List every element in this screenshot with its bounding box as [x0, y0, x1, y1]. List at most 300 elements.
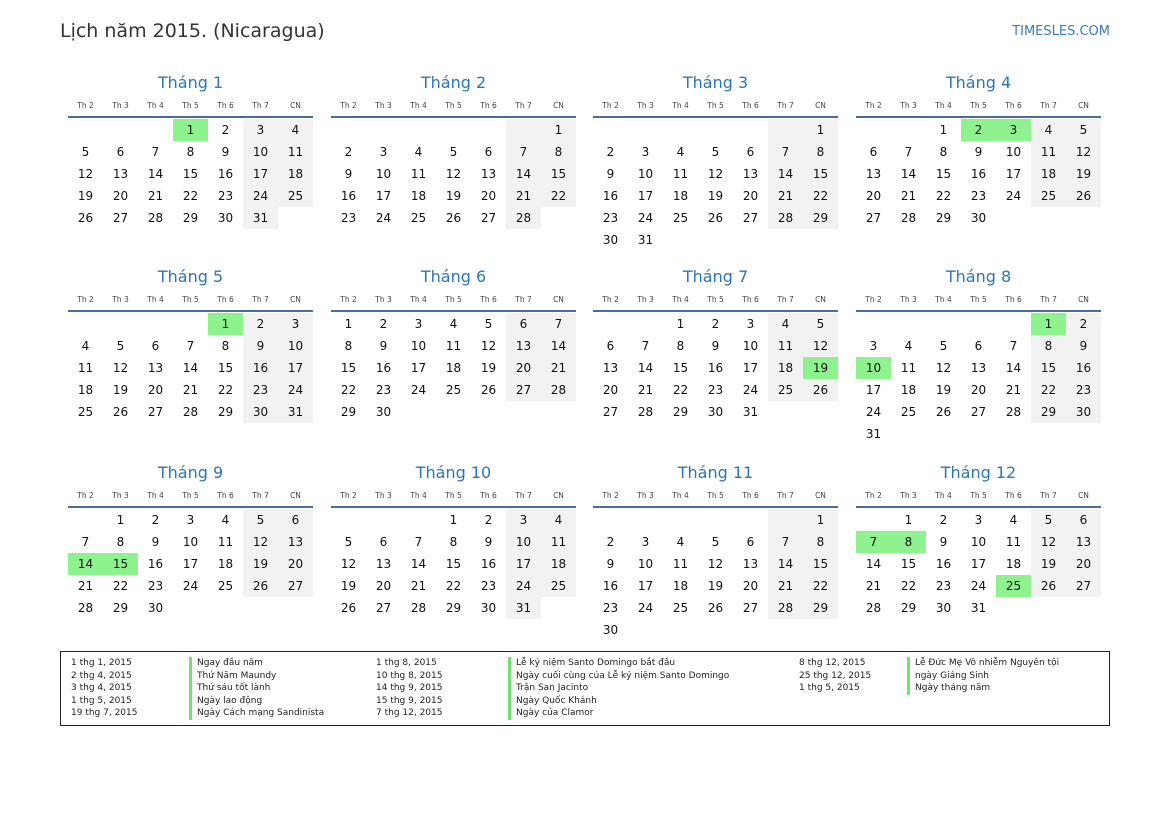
day-cell[interactable]: 8 [891, 531, 926, 553]
day-cell[interactable]: 29 [1031, 401, 1066, 423]
day-cell[interactable]: 19 [480, 361, 497, 375]
day-cell[interactable]: 17 [637, 189, 654, 203]
day-cell[interactable]: 14 [900, 167, 917, 181]
day-cell[interactable]: 6 [606, 339, 615, 353]
day-cell[interactable]: 12 [340, 557, 357, 571]
day-cell[interactable]: 14 [68, 553, 103, 575]
day-cell[interactable]: 29 [340, 405, 357, 419]
day-cell[interactable]: 21 [1005, 383, 1022, 397]
day-cell[interactable]: 8 [1031, 335, 1066, 357]
day-cell[interactable]: 28 [147, 211, 164, 225]
day-cell[interactable]: 20 [1066, 553, 1101, 575]
day-cell[interactable]: 15 [182, 167, 199, 181]
day-cell[interactable]: 16 [602, 189, 619, 203]
day-cell[interactable]: 23 [340, 211, 357, 225]
day-cell[interactable]: 12 [803, 335, 838, 357]
day-cell[interactable]: 11 [672, 167, 689, 181]
day-cell[interactable]: 17 [375, 189, 392, 203]
day-cell[interactable]: 22 [1031, 379, 1066, 401]
day-cell[interactable]: 13 [1066, 531, 1101, 553]
day-cell[interactable]: 11 [278, 141, 313, 163]
day-cell[interactable]: 7 [641, 339, 650, 353]
day-cell[interactable]: 3 [278, 313, 313, 335]
day-cell[interactable]: 15 [803, 163, 838, 185]
day-cell[interactable]: 5 [803, 313, 838, 335]
day-cell[interactable]: 2 [606, 535, 615, 549]
day-cell[interactable]: 25 [996, 575, 1031, 597]
day-cell[interactable]: 22 [672, 383, 689, 397]
day-cell[interactable]: 7 [856, 531, 891, 553]
day-cell[interactable]: 5 [939, 339, 948, 353]
day-cell[interactable]: 18 [410, 189, 427, 203]
day-cell[interactable]: 24 [278, 379, 313, 401]
day-cell[interactable]: 9 [606, 557, 615, 571]
day-cell[interactable]: 27 [1066, 575, 1101, 597]
day-cell[interactable]: 23 [147, 579, 164, 593]
day-cell[interactable]: 16 [602, 579, 619, 593]
day-cell[interactable]: 29 [935, 211, 952, 225]
day-cell[interactable]: 2 [243, 313, 278, 335]
day-cell[interactable]: 28 [865, 601, 882, 615]
day-cell[interactable]: 8 [116, 535, 125, 549]
day-cell[interactable]: 19 [112, 383, 129, 397]
day-cell[interactable]: 15 [935, 167, 952, 181]
day-cell[interactable]: 20 [147, 383, 164, 397]
day-cell[interactable]: 1 [803, 509, 838, 531]
day-cell[interactable]: 4 [414, 145, 423, 159]
day-cell[interactable]: 15 [541, 163, 576, 185]
day-cell[interactable]: 2 [711, 317, 720, 331]
day-cell[interactable]: 26 [445, 211, 462, 225]
day-cell[interactable]: 5 [344, 535, 353, 549]
day-cell[interactable]: 30 [935, 601, 952, 615]
day-cell[interactable]: 30 [147, 601, 164, 615]
day-cell[interactable]: 3 [996, 119, 1031, 141]
day-cell[interactable]: 25 [410, 211, 427, 225]
day-cell[interactable]: 21 [77, 579, 94, 593]
day-cell[interactable]: 14 [1005, 361, 1022, 375]
day-cell[interactable]: 5 [116, 339, 125, 353]
day-cell[interactable]: 16 [243, 357, 278, 379]
day-cell[interactable]: 20 [480, 189, 497, 203]
day-cell[interactable]: 18 [445, 361, 462, 375]
day-cell[interactable]: 13 [742, 167, 759, 181]
day-cell[interactable]: 25 [278, 185, 313, 207]
day-cell[interactable]: 16 [375, 361, 392, 375]
day-cell[interactable]: 2 [221, 123, 230, 137]
day-cell[interactable]: 31 [742, 405, 759, 419]
day-cell[interactable]: 9 [1066, 335, 1101, 357]
day-cell[interactable]: 18 [1005, 557, 1022, 571]
day-cell[interactable]: 26 [803, 379, 838, 401]
day-cell[interactable]: 19 [1066, 163, 1101, 185]
day-cell[interactable]: 12 [77, 167, 94, 181]
day-cell[interactable]: 26 [480, 383, 497, 397]
day-cell[interactable]: 7 [768, 141, 803, 163]
day-cell[interactable]: 31 [865, 427, 882, 441]
day-cell[interactable]: 24 [506, 575, 541, 597]
day-cell[interactable]: 18 [217, 557, 234, 571]
day-cell[interactable]: 23 [375, 383, 392, 397]
day-cell[interactable]: 24 [637, 601, 654, 615]
day-cell[interactable]: 29 [803, 597, 838, 619]
day-cell[interactable]: 27 [865, 211, 882, 225]
day-cell[interactable]: 8 [676, 339, 685, 353]
day-cell[interactable]: 8 [186, 145, 195, 159]
day-cell[interactable]: 1 [344, 317, 353, 331]
day-cell[interactable]: 25 [768, 379, 803, 401]
day-cell[interactable]: 30 [1066, 401, 1101, 423]
day-cell[interactable]: 15 [445, 557, 462, 571]
day-cell[interactable]: 12 [445, 167, 462, 181]
day-cell[interactable]: 25 [672, 211, 689, 225]
day-cell[interactable]: 10 [637, 167, 654, 181]
day-cell[interactable]: 24 [375, 211, 392, 225]
day-cell[interactable]: 17 [637, 579, 654, 593]
day-cell[interactable]: 19 [243, 553, 278, 575]
day-cell[interactable]: 20 [742, 579, 759, 593]
day-cell[interactable]: 19 [707, 579, 724, 593]
day-cell[interactable]: 10 [1005, 145, 1022, 159]
day-cell[interactable]: 28 [768, 597, 803, 619]
day-cell[interactable]: 13 [112, 167, 129, 181]
day-cell[interactable]: 24 [865, 405, 882, 419]
day-cell[interactable]: 13 [742, 557, 759, 571]
day-cell[interactable]: 28 [410, 601, 427, 615]
day-cell[interactable]: 29 [217, 405, 234, 419]
brand-link[interactable]: TIMESLES.COM [1012, 24, 1110, 39]
day-cell[interactable]: 24 [410, 383, 427, 397]
day-cell[interactable]: 26 [707, 211, 724, 225]
day-cell[interactable]: 27 [506, 379, 541, 401]
day-cell[interactable]: 9 [484, 535, 493, 549]
day-cell[interactable]: 12 [1066, 141, 1101, 163]
day-cell[interactable]: 11 [445, 339, 462, 353]
day-cell[interactable]: 3 [869, 339, 878, 353]
day-cell[interactable]: 10 [970, 535, 987, 549]
day-cell[interactable]: 13 [865, 167, 882, 181]
day-cell[interactable]: 4 [676, 145, 685, 159]
day-cell[interactable]: 1 [449, 513, 458, 527]
day-cell[interactable]: 29 [900, 601, 917, 615]
day-cell[interactable]: 25 [900, 405, 917, 419]
day-cell[interactable]: 12 [480, 339, 497, 353]
day-cell[interactable]: 10 [637, 557, 654, 571]
day-cell[interactable]: 18 [768, 357, 803, 379]
day-cell[interactable]: 13 [278, 531, 313, 553]
day-cell[interactable]: 21 [768, 185, 803, 207]
day-cell[interactable]: 23 [602, 601, 619, 615]
day-cell[interactable]: 7 [151, 145, 160, 159]
day-cell[interactable]: 26 [935, 405, 952, 419]
day-cell[interactable]: 8 [221, 339, 230, 353]
day-cell[interactable]: 9 [344, 167, 353, 181]
day-cell[interactable]: 10 [375, 167, 392, 181]
day-cell[interactable]: 17 [278, 357, 313, 379]
day-cell[interactable]: 9 [221, 145, 230, 159]
day-cell[interactable]: 8 [344, 339, 353, 353]
day-cell[interactable]: 14 [865, 557, 882, 571]
day-cell[interactable]: 1 [1031, 313, 1066, 335]
day-cell[interactable]: 14 [147, 167, 164, 181]
day-cell[interactable]: 4 [541, 509, 576, 531]
day-cell[interactable]: 25 [541, 575, 576, 597]
day-cell[interactable]: 14 [768, 163, 803, 185]
day-cell[interactable]: 4 [1031, 119, 1066, 141]
day-cell[interactable]: 21 [541, 357, 576, 379]
day-cell[interactable]: 22 [340, 383, 357, 397]
day-cell[interactable]: 9 [151, 535, 160, 549]
day-cell[interactable]: 25 [445, 383, 462, 397]
day-cell[interactable]: 24 [182, 579, 199, 593]
day-cell[interactable]: 20 [865, 189, 882, 203]
day-cell[interactable]: 13 [970, 361, 987, 375]
day-cell[interactable]: 28 [182, 405, 199, 419]
day-cell[interactable]: 17 [243, 163, 278, 185]
day-cell[interactable]: 9 [243, 335, 278, 357]
day-cell[interactable]: 5 [243, 509, 278, 531]
day-cell[interactable]: 31 [637, 233, 654, 247]
day-cell[interactable]: 28 [637, 405, 654, 419]
day-cell[interactable]: 10 [278, 335, 313, 357]
day-cell[interactable]: 14 [541, 335, 576, 357]
day-cell[interactable]: 7 [768, 531, 803, 553]
day-cell[interactable]: 16 [935, 557, 952, 571]
day-cell[interactable]: 23 [602, 211, 619, 225]
day-cell[interactable]: 30 [970, 211, 987, 225]
day-cell[interactable]: 7 [414, 535, 423, 549]
day-cell[interactable]: 20 [506, 357, 541, 379]
day-cell[interactable]: 14 [182, 361, 199, 375]
day-cell[interactable]: 19 [340, 579, 357, 593]
day-cell[interactable]: 29 [182, 211, 199, 225]
day-cell[interactable]: 5 [449, 145, 458, 159]
day-cell[interactable]: 22 [803, 185, 838, 207]
day-cell[interactable]: 8 [449, 535, 458, 549]
day-cell[interactable]: 25 [672, 601, 689, 615]
day-cell[interactable]: 20 [970, 383, 987, 397]
day-cell[interactable]: 7 [541, 313, 576, 335]
day-cell[interactable]: 9 [379, 339, 388, 353]
day-cell[interactable]: 11 [410, 167, 427, 181]
day-cell[interactable]: 31 [970, 601, 987, 615]
day-cell[interactable]: 12 [243, 531, 278, 553]
day-cell[interactable]: 3 [974, 513, 983, 527]
day-cell[interactable]: 5 [711, 145, 720, 159]
day-cell[interactable]: 3 [414, 317, 423, 331]
day-cell[interactable]: 13 [375, 557, 392, 571]
day-cell[interactable]: 18 [278, 163, 313, 185]
day-cell[interactable]: 4 [1009, 513, 1018, 527]
day-cell[interactable]: 2 [379, 317, 388, 331]
day-cell[interactable]: 10 [243, 141, 278, 163]
day-cell[interactable]: 16 [147, 557, 164, 571]
day-cell[interactable]: 12 [707, 557, 724, 571]
day-cell[interactable]: 6 [379, 535, 388, 549]
day-cell[interactable]: 8 [939, 145, 948, 159]
day-cell[interactable]: 4 [768, 313, 803, 335]
day-cell[interactable]: 30 [707, 405, 724, 419]
day-cell[interactable]: 17 [865, 383, 882, 397]
day-cell[interactable]: 28 [768, 207, 803, 229]
day-cell[interactable]: 22 [112, 579, 129, 593]
day-cell[interactable]: 1 [803, 119, 838, 141]
day-cell[interactable]: 27 [742, 211, 759, 225]
day-cell[interactable]: 26 [1031, 575, 1066, 597]
day-cell[interactable]: 18 [541, 553, 576, 575]
day-cell[interactable]: 29 [112, 601, 129, 615]
day-cell[interactable]: 3 [746, 317, 755, 331]
day-cell[interactable]: 20 [278, 553, 313, 575]
day-cell[interactable]: 19 [803, 357, 838, 379]
day-cell[interactable]: 15 [803, 553, 838, 575]
day-cell[interactable]: 24 [742, 383, 759, 397]
day-cell[interactable]: 28 [506, 207, 541, 229]
day-cell[interactable]: 23 [970, 189, 987, 203]
day-cell[interactable]: 6 [1066, 509, 1101, 531]
day-cell[interactable]: 2 [151, 513, 160, 527]
day-cell[interactable]: 21 [506, 185, 541, 207]
day-cell[interactable]: 10 [742, 339, 759, 353]
day-cell[interactable]: 30 [217, 211, 234, 225]
day-cell[interactable]: 13 [147, 361, 164, 375]
day-cell[interactable]: 4 [221, 513, 230, 527]
day-cell[interactable]: 31 [243, 207, 278, 229]
day-cell[interactable]: 2 [1066, 313, 1101, 335]
day-cell[interactable]: 13 [480, 167, 497, 181]
day-cell[interactable]: 21 [410, 579, 427, 593]
day-cell[interactable]: 19 [707, 189, 724, 203]
day-cell[interactable]: 24 [970, 579, 987, 593]
day-cell[interactable]: 27 [147, 405, 164, 419]
day-cell[interactable]: 17 [1005, 167, 1022, 181]
day-cell[interactable]: 1 [541, 119, 576, 141]
day-cell[interactable]: 24 [637, 211, 654, 225]
day-cell[interactable]: 2 [939, 513, 948, 527]
day-cell[interactable]: 23 [1066, 379, 1101, 401]
day-cell[interactable]: 21 [768, 575, 803, 597]
day-cell[interactable]: 26 [112, 405, 129, 419]
day-cell[interactable]: 3 [186, 513, 195, 527]
day-cell[interactable]: 21 [147, 189, 164, 203]
day-cell[interactable]: 16 [480, 557, 497, 571]
day-cell[interactable]: 12 [112, 361, 129, 375]
day-cell[interactable]: 27 [375, 601, 392, 615]
day-cell[interactable]: 30 [243, 401, 278, 423]
day-cell[interactable]: 23 [935, 579, 952, 593]
day-cell[interactable]: 29 [803, 207, 838, 229]
day-cell[interactable]: 9 [711, 339, 720, 353]
day-cell[interactable]: 14 [410, 557, 427, 571]
day-cell[interactable]: 11 [672, 557, 689, 571]
day-cell[interactable]: 17 [410, 361, 427, 375]
day-cell[interactable]: 7 [904, 145, 913, 159]
day-cell[interactable]: 19 [445, 189, 462, 203]
day-cell[interactable]: 13 [506, 335, 541, 357]
day-cell[interactable]: 20 [375, 579, 392, 593]
day-cell[interactable]: 7 [506, 141, 541, 163]
day-cell[interactable]: 22 [445, 579, 462, 593]
day-cell[interactable]: 12 [707, 167, 724, 181]
day-cell[interactable]: 19 [935, 383, 952, 397]
day-cell[interactable]: 27 [112, 211, 129, 225]
day-cell[interactable]: 30 [480, 601, 497, 615]
day-cell[interactable]: 6 [746, 145, 755, 159]
day-cell[interactable]: 20 [602, 383, 619, 397]
day-cell[interactable]: 27 [480, 211, 497, 225]
day-cell[interactable]: 3 [379, 145, 388, 159]
day-cell[interactable]: 29 [445, 601, 462, 615]
day-cell[interactable]: 4 [904, 339, 913, 353]
day-cell[interactable]: 9 [606, 167, 615, 181]
day-cell[interactable]: 21 [637, 383, 654, 397]
day-cell[interactable]: 24 [1005, 189, 1022, 203]
day-cell[interactable]: 3 [243, 119, 278, 141]
day-cell[interactable]: 6 [484, 145, 493, 159]
day-cell[interactable]: 25 [1031, 185, 1066, 207]
day-cell[interactable]: 31 [278, 401, 313, 423]
day-cell[interactable]: 1 [676, 317, 685, 331]
day-cell[interactable]: 28 [77, 601, 94, 615]
day-cell[interactable]: 6 [506, 313, 541, 335]
day-cell[interactable]: 22 [900, 579, 917, 593]
day-cell[interactable]: 23 [243, 379, 278, 401]
day-cell[interactable]: 22 [541, 185, 576, 207]
day-cell[interactable]: 18 [672, 579, 689, 593]
day-cell[interactable]: 15 [103, 553, 138, 575]
day-cell[interactable]: 1 [116, 513, 125, 527]
day-cell[interactable]: 15 [1031, 357, 1066, 379]
day-cell[interactable]: 16 [217, 167, 234, 181]
day-cell[interactable]: 30 [375, 405, 392, 419]
day-cell[interactable]: 30 [602, 233, 619, 247]
day-cell[interactable]: 7 [1009, 339, 1018, 353]
day-cell[interactable]: 4 [449, 317, 458, 331]
day-cell[interactable]: 26 [243, 575, 278, 597]
day-cell[interactable]: 11 [1005, 535, 1022, 549]
day-cell[interactable]: 22 [935, 189, 952, 203]
day-cell[interactable]: 18 [77, 383, 94, 397]
day-cell[interactable]: 17 [970, 557, 987, 571]
day-cell[interactable]: 23 [707, 383, 724, 397]
day-cell[interactable]: 15 [340, 361, 357, 375]
day-cell[interactable]: 2 [344, 145, 353, 159]
day-cell[interactable]: 26 [707, 601, 724, 615]
day-cell[interactable]: 4 [81, 339, 90, 353]
day-cell[interactable]: 15 [672, 361, 689, 375]
day-cell[interactable]: 10 [182, 535, 199, 549]
day-cell[interactable]: 28 [900, 211, 917, 225]
day-cell[interactable]: 26 [77, 211, 94, 225]
day-cell[interactable]: 16 [340, 189, 357, 203]
day-cell[interactable]: 5 [711, 535, 720, 549]
day-cell[interactable]: 8 [803, 531, 838, 553]
day-cell[interactable]: 12 [935, 361, 952, 375]
day-cell[interactable]: 13 [602, 361, 619, 375]
day-cell[interactable]: 11 [217, 535, 234, 549]
day-cell[interactable]: 15 [900, 557, 917, 571]
day-cell[interactable]: 18 [1031, 163, 1066, 185]
day-cell[interactable]: 10 [856, 357, 891, 379]
day-cell[interactable]: 14 [637, 361, 654, 375]
day-cell[interactable]: 6 [278, 509, 313, 531]
day-cell[interactable]: 18 [900, 383, 917, 397]
day-cell[interactable]: 21 [865, 579, 882, 593]
day-cell[interactable]: 16 [970, 167, 987, 181]
day-cell[interactable]: 17 [182, 557, 199, 571]
day-cell[interactable]: 11 [541, 531, 576, 553]
day-cell[interactable]: 7 [81, 535, 90, 549]
